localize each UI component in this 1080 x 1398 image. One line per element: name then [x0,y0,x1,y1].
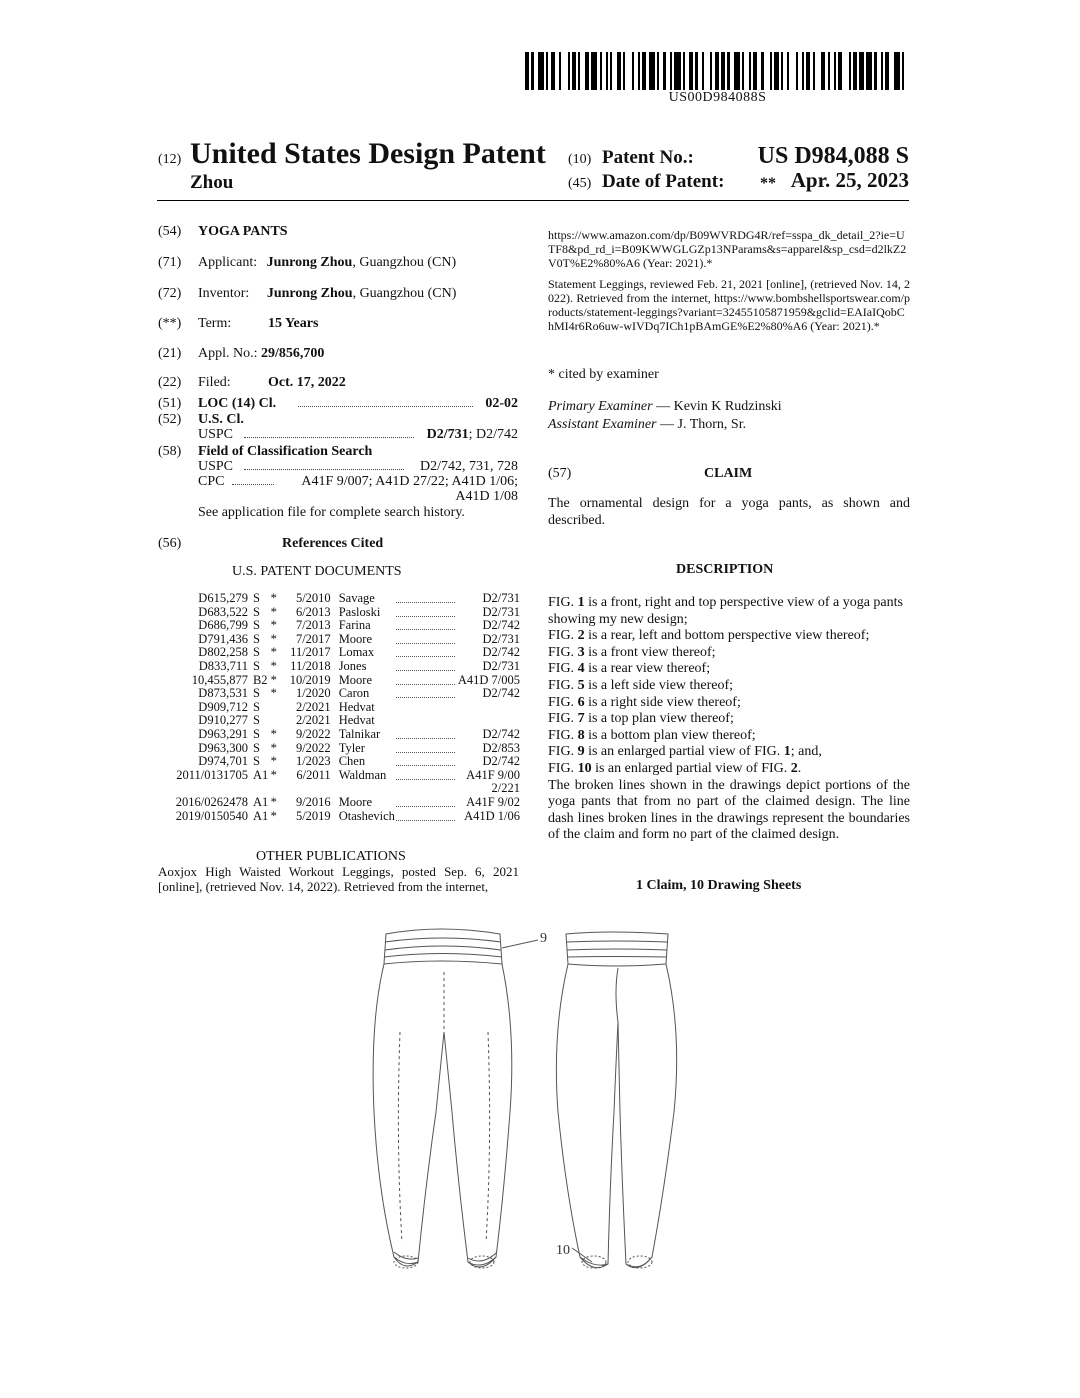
reference-kind: S [252,631,260,646]
leader-line-9 [502,940,538,948]
reference-row [162,687,520,701]
reference-leader [396,660,457,674]
reference-date: 2/2021 [295,713,331,728]
patent-number-label: Patent No.: [602,147,694,168]
inid-code-12: (12) [158,152,182,167]
uspc-leader [244,437,414,438]
reference-star: * [270,604,277,619]
reference-date: 11/2018 [290,658,331,673]
reference-cls: D2/853 [482,740,520,755]
reference-cls: D2/731 [482,591,520,605]
reference-name: Lomax [338,645,375,660]
reference-name: Pasloski [338,604,381,619]
reference-name: Moore [338,794,373,809]
field-cpc-label: CPC [198,474,225,489]
reference-cls: A41D 7/005 [457,672,520,687]
reference-leader [396,674,457,688]
reference-row [162,796,520,810]
inid-22: (22) [158,375,182,390]
reference-num: 2011/0131705 [176,767,248,782]
reference-kind: S [252,591,260,605]
reference-kind: S [252,686,260,701]
reference-star: * [270,767,277,782]
header-rule [157,200,909,201]
reference-date: 10/2019 [289,672,331,687]
reference-date: 1/2023 [295,754,331,769]
reference-cls [458,714,520,728]
reference-cls: D2/742 [482,618,520,633]
front-view-pants [373,929,512,1268]
reference-leader [396,796,457,810]
reference-row [162,755,520,769]
field-cpc-leader [232,484,274,485]
reference-name: Caron [338,686,370,701]
reference-name: Tyler [338,740,365,755]
inventor-label: Inventor: [198,286,250,301]
reference-kind: B2 [252,672,268,687]
reference-star [271,782,287,796]
reference-leader [396,810,457,824]
inid-57: (57) [548,466,572,481]
reference-leader [396,592,457,606]
reference-num: 10,455,877 [191,672,248,687]
reference-name: Waldman [338,767,387,782]
reference-cls: D2/742 [482,754,520,769]
reference-name: Jones [338,658,367,673]
reference-kind: S [252,726,260,741]
applicant-location: , Guangzhou (CN) [352,255,457,270]
inventor-name: Junrong Zhou [266,286,353,301]
reference-leader [396,619,457,633]
reference-num: 2016/0262478 [175,794,248,809]
reference-cls: D2/742 [482,686,520,701]
appl-no: 29/856,700 [261,346,325,361]
inid-56: (56) [158,536,182,551]
reference-date: 2/2021 [295,699,331,714]
reference-label-9: 9 [540,931,547,946]
fig-8-description: FIG. 8 is a bottom plan view thereof; [548,727,756,743]
claims-sheets-count: 1 Claim, 10 Drawing Sheets [636,878,802,893]
reference-num: D615,279 [198,591,248,605]
term-label: Term: [198,316,232,331]
us-cl-label: U.S. Cl. [198,412,244,427]
reference-row [162,810,520,824]
applicant-label: Applicant: [198,255,258,270]
reference-kind: S [252,713,260,728]
reference-cls: 2/221 [491,781,520,796]
reference-row [162,660,520,674]
reference-leader [396,742,457,756]
uspc-main: D2/731 [426,427,469,442]
inid-54: (54) [158,224,182,239]
description-heading: DESCRIPTION [676,562,774,577]
reference-leader [396,701,457,715]
inid-code-45: (45) [568,176,592,191]
patent-title: YOGA PANTS [198,224,288,239]
document-title: United States Design Patent [190,137,546,170]
date-marker: ** [760,175,776,192]
reference-cls: A41D 1/06 [464,808,520,823]
inventor-surname: Zhou [190,172,234,193]
reference-name [339,782,397,796]
reference-star: * [270,672,277,687]
reference-kind: S [252,740,260,755]
reference-leader [396,687,457,701]
date-of-patent-label: Date of Patent: [602,171,725,192]
reference-row [162,633,520,647]
reference-kind: A1 [252,808,269,823]
reference-name: Chen [338,754,366,769]
reference-kind [253,782,271,796]
reference-row [162,701,520,715]
reference-row [162,646,520,660]
reference-star [271,701,287,715]
applicant-line [198,254,456,271]
primary-examiner-label: Primary Examiner [548,399,653,414]
reference-num: D910,277 [198,713,248,728]
reference-star: * [270,726,277,741]
reference-num: D963,300 [198,740,248,755]
reference-name: Talnikar [338,726,381,741]
reference-row [162,592,520,606]
inid-21: (21) [158,346,182,361]
applicant-name: Junrong Zhou [266,255,353,270]
reference-star: * [270,591,277,605]
fig-3-description: FIG. 3 is a front view thereof; [548,644,716,660]
date-of-patent: Apr. 25, 2023 [790,168,909,192]
other-publication-2: Statement Leggings, reviewed Feb. 21, 2021 [online], (retrieved Nov. 14, 2022). Retrieved from the internet, https://www.bombshellsportswear.com/products/statement-leggings?variant=32455105871959&gclid=EAIaIQobChMI4r6Ro6uw-wIVDq7ICh1pBAmGE%E2%80%A6 (Year: 2021).* [548,277,910,333]
reference-num: D686,799 [198,618,248,633]
field-search-label: Field of Classification Search [198,444,373,459]
reference-row [162,742,520,756]
primary-examiner [548,398,782,415]
reference-date: 6/2011 [296,767,331,782]
barcode-bar [904,52,908,90]
reference-num: D833,711 [198,658,248,673]
loc-label: LOC (14) Cl. [198,396,277,411]
inventor-line [198,285,456,302]
reference-date: 5/2019 [295,808,331,823]
reference-star: * [270,754,277,769]
inid-58: (58) [158,444,182,459]
reference-row [162,714,520,728]
reference-row [162,728,520,742]
reference-date: 5/2010 [295,591,331,605]
rear-view-pants [556,932,676,1268]
reference-cls: D2/742 [482,645,520,660]
figure-descriptions [548,595,910,844]
fig-2-description: FIG. 2 is a rear, left and bottom perspective view thereof; [548,628,870,644]
reference-row [162,606,520,620]
reference-row [162,619,520,633]
loc-leader [298,406,473,407]
inid-71: (71) [158,255,182,270]
other-publication-1-right: https://www.amazon.com/dp/B09WVRDG4R/ref=sspa_dk_detail_2?ie=UTF8&pd_rd_i=B09KWWGLGZp13NParams&s=apparel&sp_csd=d2lkZ2V0T%E2%80%A6 (Year: 2021).* [548,228,907,270]
us-patent-documents-heading: U.S. PATENT DOCUMENTS [232,564,402,579]
reference-star: * [270,645,277,660]
fig-1-description: FIG. 1 is a front, right and top perspective view of a yoga pants showing my new design; [548,595,903,627]
reference-num: D909,712 [198,699,248,714]
reference-date [287,782,339,796]
reference-date: 11/2017 [290,645,331,660]
patent-number: US D984,088 S [757,143,909,169]
reference-num: D963,291 [198,726,248,741]
reference-leader [396,646,457,660]
reference-kind: S [252,618,260,633]
reference-kind: S [252,699,260,714]
claim-text: The ornamental design for a yoga pants, as shown and described. [548,496,910,528]
reference-date: 1/2020 [295,686,331,701]
fig-7-description: FIG. 7 is a top plan view thereof; [548,711,734,727]
reference-kind: S [252,658,260,673]
loc-value: 02-02 [485,396,518,411]
reference-num: D873,531 [198,686,248,701]
reference-leader [396,728,457,742]
appl-no-line [198,345,324,362]
reference-name: Moore [338,631,373,646]
reference-cls: D2/731 [482,658,520,673]
fig-6-description: FIG. 6 is a right side view thereof; [548,694,741,710]
other-publication-1-left: Aoxjox High Waisted Workout Leggings, posted Sep. 6, 2021 [online], (retrieved Nov. 14, 2022). Retrieved from the internet, [158,864,519,894]
reference-num: D683,522 [198,604,248,619]
reference-cls: A41F 9/00 [466,767,520,782]
reference-name: Otashevich [338,808,395,823]
references-table [162,592,520,823]
field-uspc-value: D2/742, 731, 728 [420,459,518,474]
other-publications-heading: OTHER PUBLICATIONS [256,849,406,864]
reference-row [162,782,520,796]
barcode [525,52,910,90]
reference-kind: S [252,754,260,769]
reference-name: Hedvat [338,699,375,714]
reference-name: Moore [338,672,373,687]
uspc-rest: ; D2/742 [468,427,518,442]
broken-lines-statement: The broken lines shown in the drawings depict portions of the yoga pants that from no part of the claimed design. The line dash lines broken lines in the drawings represent the boundaries of the claim and form no part of the claimed design. [548,777,910,843]
reference-star: * [270,658,277,673]
reference-name: Farina [338,618,371,633]
inventor-location: , Guangzhou (CN) [352,286,457,301]
see-application-note: See application file for complete search history. [198,505,465,520]
inid-52: (52) [158,412,182,427]
reference-kind: S [252,604,260,619]
reference-name: Hedvat [338,713,375,728]
reference-star: * [270,686,277,701]
field-cpc-value: A41F 9/007; A41D 27/22; A41D 1/06; [301,474,518,489]
uspc-values [427,426,518,443]
field-uspc-label: USPC [198,459,234,474]
claim-heading: CLAIM [704,466,753,481]
reference-num: D974,701 [198,754,248,769]
reference-date: 7/2017 [295,631,331,646]
reference-cls [458,701,520,715]
field-uspc-leader [244,469,404,470]
reference-cls: A41F 9/02 [466,794,520,809]
filed-date: Oct. 17, 2022 [268,375,346,390]
reference-num: 2019/0150540 [175,808,248,823]
reference-date: 9/2016 [295,794,331,809]
reference-date: 6/2013 [295,604,331,619]
reference-row [162,769,520,783]
reference-star [271,714,287,728]
inid-term: (**) [158,316,182,331]
filed-label: Filed: [198,375,231,390]
assistant-examiner-name: — J. Thorn, Sr. [656,417,747,432]
term-value: 15 Years [268,316,319,331]
inid-51: (51) [158,396,182,411]
assistant-examiner-label: Assistant Examiner [548,417,657,432]
reference-leader [396,782,457,796]
reference-kind: A1 [252,794,269,809]
reference-num: D791,436 [198,631,248,646]
reference-leader [396,755,457,769]
fig-4-description: FIG. 4 is a rear view thereof; [548,661,711,677]
reference-date: 9/2022 [295,726,331,741]
reference-num [162,782,253,796]
reference-num: D802,258 [198,645,248,660]
reference-cls: D2/731 [482,631,520,646]
reference-name: Savage [338,591,375,605]
reference-leader [396,714,457,728]
references-heading: References Cited [282,536,384,551]
reference-star: * [270,631,277,646]
reference-label-10: 10 [556,1243,570,1258]
assistant-examiner [548,416,746,433]
reference-kind: S [252,645,260,660]
fig-10-description: FIG. 10 is an enlarged partial view of FIG. 2. [548,760,802,776]
uspc-label: USPC [198,427,234,442]
inid-72: (72) [158,286,182,301]
reference-leader [396,606,457,620]
appl-no-label: Appl. No.: [198,346,258,361]
reference-leader [396,769,457,783]
cited-by-examiner: * cited by examiner [548,367,659,382]
fig-5-description: FIG. 5 is a left side view thereof; [548,677,734,693]
yoga-pants-drawing [360,912,690,1294]
fig-9-description: FIG. 9 is an enlarged partial view of FIG. 1; and, [548,744,822,760]
primary-examiner-name: — Kevin K Rudzinski [652,399,782,414]
reference-leader [396,633,457,647]
reference-row [162,674,520,688]
reference-date: 7/2013 [295,618,331,633]
inid-code-10: (10) [568,152,592,167]
reference-kind: A1 [252,767,269,782]
field-cpc-value-2: A41D 1/08 [455,489,518,504]
reference-cls: D2/742 [482,726,520,741]
barcode-number: US00D984088S [668,90,767,105]
reference-cls: D2/731 [482,604,520,619]
reference-star: * [270,740,277,755]
reference-star: * [270,808,277,823]
reference-star: * [270,618,277,633]
reference-date: 9/2022 [295,740,331,755]
reference-star: * [270,794,277,809]
